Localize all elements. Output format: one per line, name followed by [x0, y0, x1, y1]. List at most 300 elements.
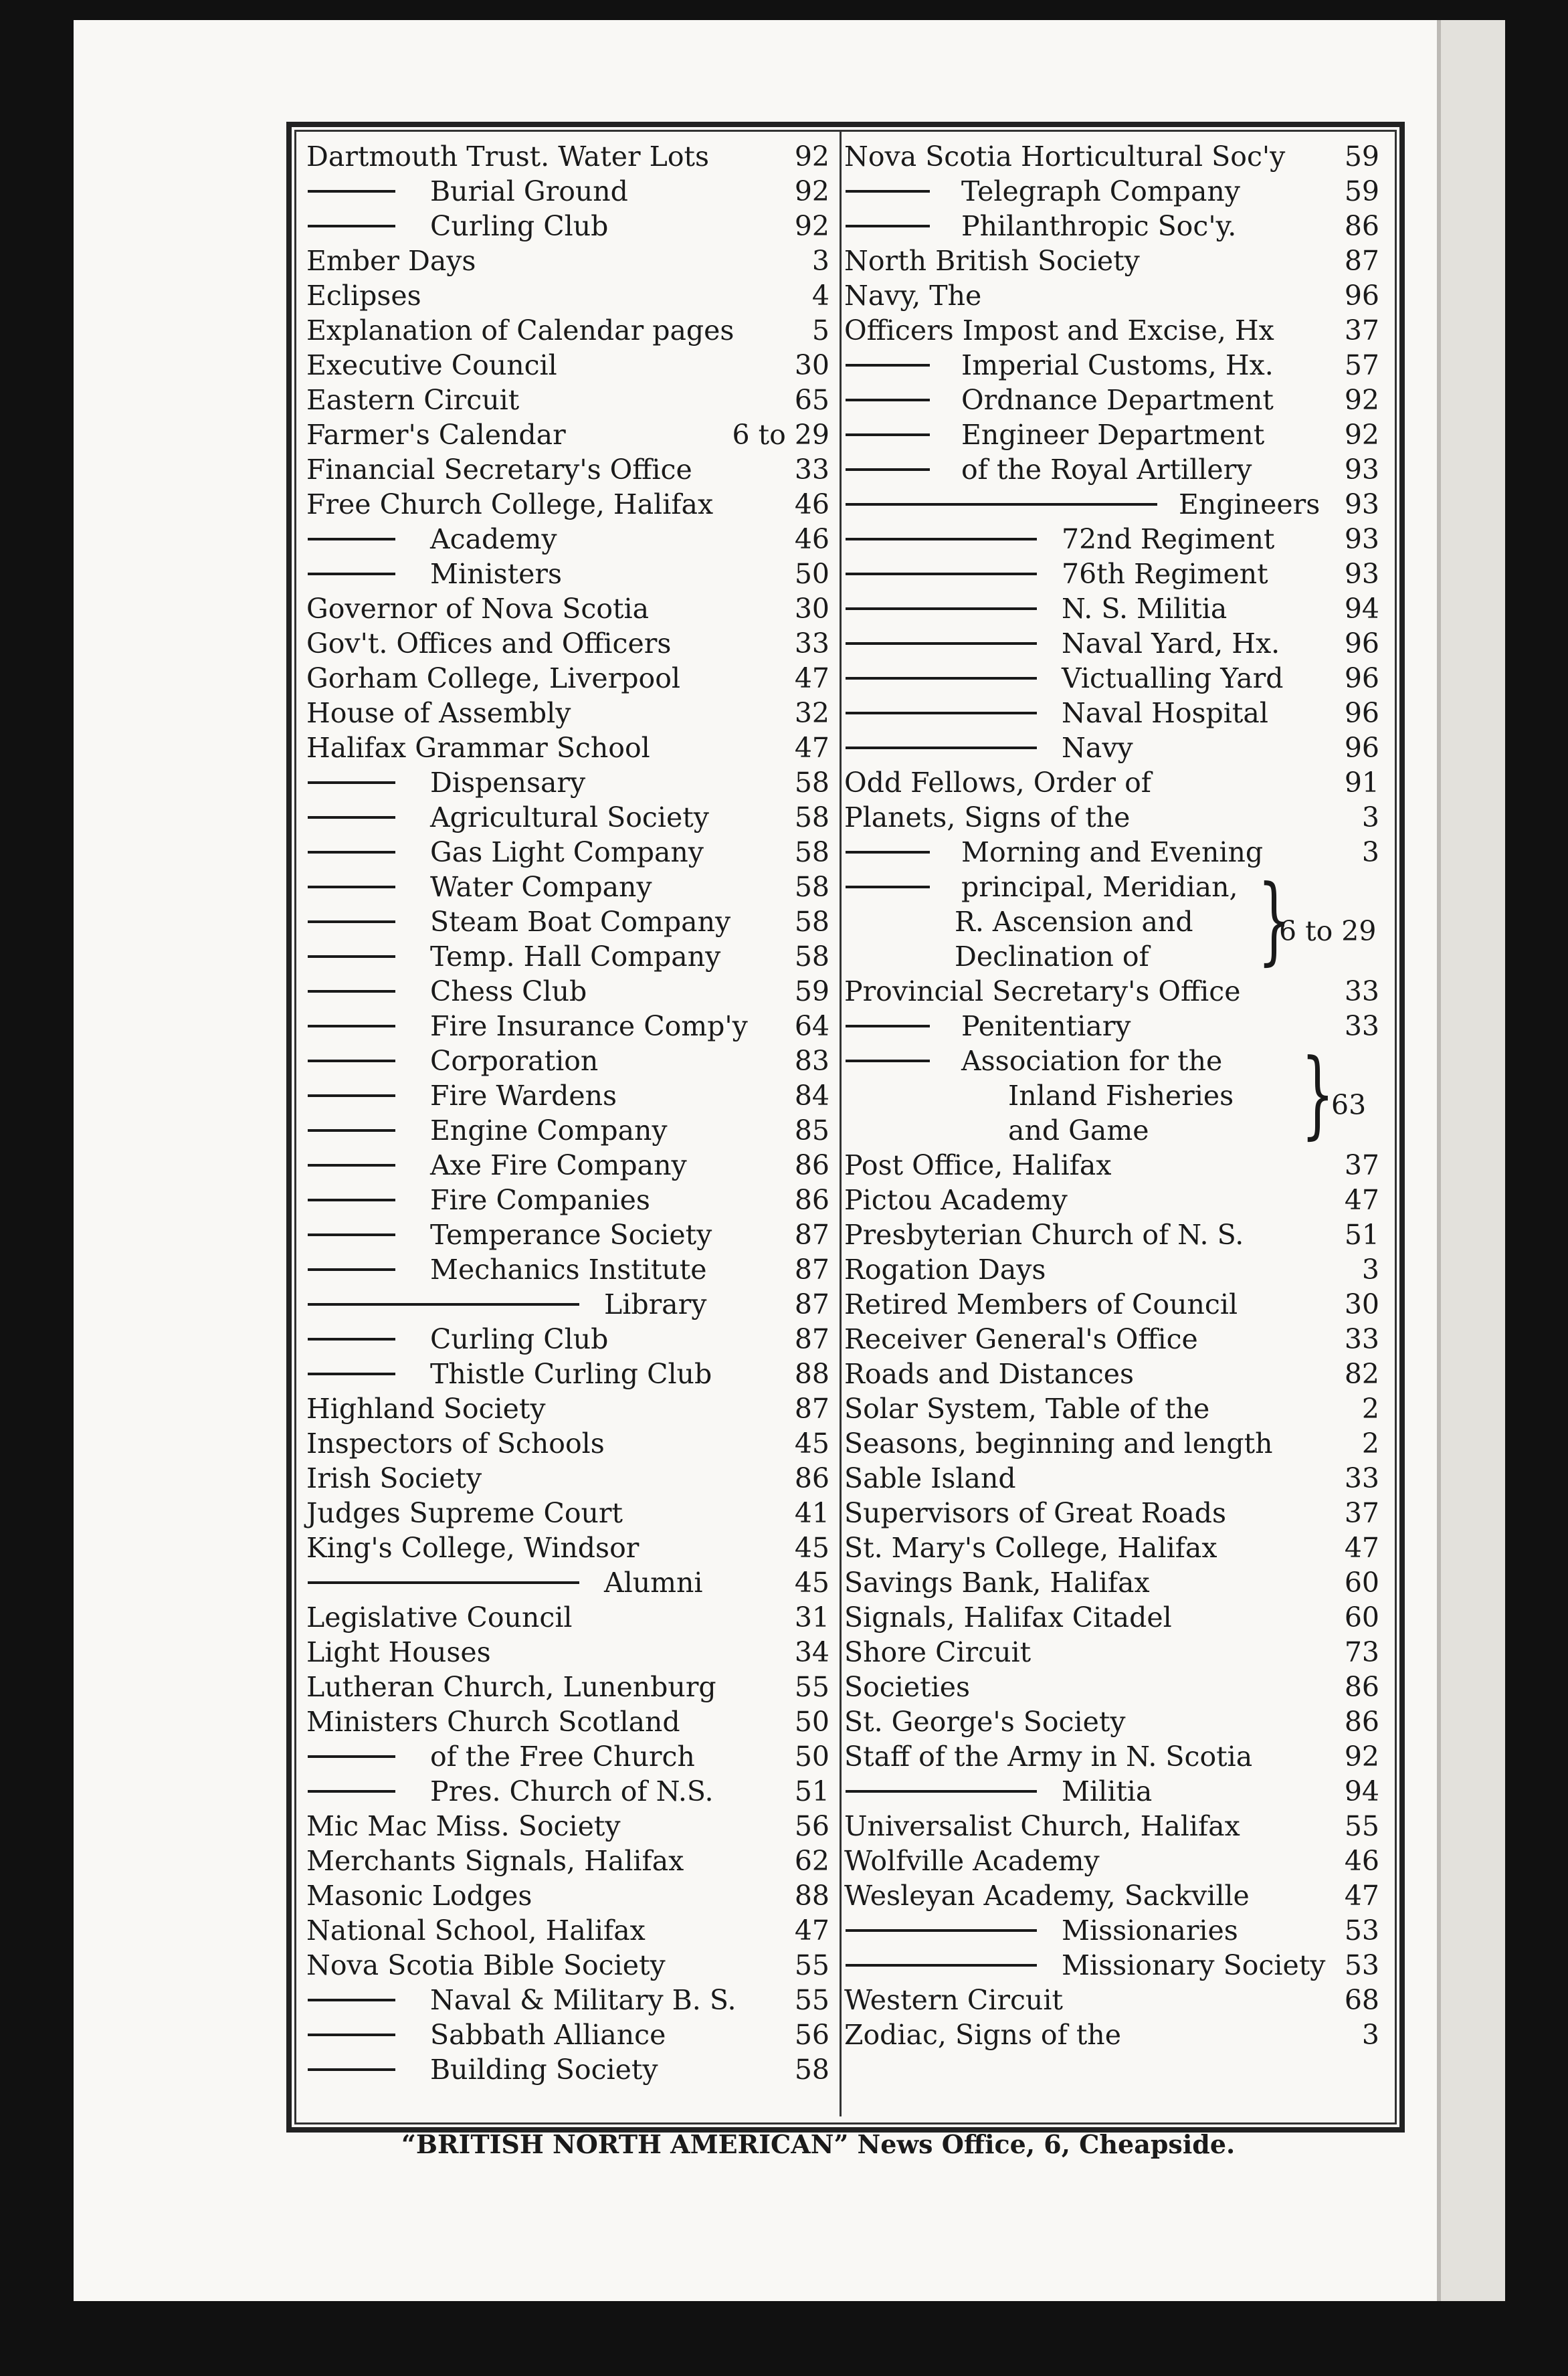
entry-page-number: 84	[794, 1080, 829, 1112]
entry-page-number: 47	[794, 732, 829, 764]
ditto-dash	[308, 1755, 395, 1758]
ditto-dash	[846, 1929, 1037, 1932]
index-entry	[844, 1426, 1379, 1461]
entry-page-number: 57	[1344, 349, 1379, 381]
index-entry	[306, 487, 829, 522]
entry-label: Navy, The	[844, 280, 982, 312]
index-entry	[306, 800, 829, 835]
entry-page-number: 86	[1344, 1706, 1379, 1738]
entry-label: Retired Members of Council	[844, 1288, 1238, 1320]
entry-label: Eclipses	[306, 280, 421, 312]
index-entry	[844, 1391, 1379, 1426]
ditto-dash	[308, 1199, 395, 1201]
entry-label: Nova Scotia Bible Society	[306, 1949, 666, 1981]
entry-label: Naval Hospital	[1062, 697, 1268, 729]
ditto-dash	[846, 712, 1037, 714]
entry-label: Officers Impost and Excise, Hx	[844, 314, 1274, 346]
entry-page-number: 92	[1344, 384, 1379, 416]
index-entry	[844, 696, 1379, 730]
entry-label: Farmer's Calendar	[306, 419, 566, 451]
ditto-dash	[308, 851, 395, 854]
entry-page-number: 2	[1361, 1393, 1379, 1425]
entry-page-number: 3	[1361, 836, 1379, 868]
ditto-dash	[846, 677, 1037, 680]
entry-page-number: 33	[1344, 1323, 1379, 1355]
entry-label: Halifax Grammar School	[306, 732, 650, 764]
entry-page-number: 65	[794, 384, 829, 416]
entry-page-number: 51	[1344, 1219, 1379, 1251]
entry-label: Fire Wardens	[430, 1080, 617, 1112]
index-entry	[306, 243, 829, 278]
entry-page-number: 33	[1344, 1010, 1379, 1042]
entry-label: Post Office, Halifax	[844, 1149, 1112, 1181]
entry-label: Irish Society	[306, 1462, 482, 1494]
index-entry	[306, 1009, 829, 1044]
index-entry	[306, 661, 829, 696]
entry-page-number: 47	[1344, 1184, 1379, 1216]
ditto-dash	[846, 1790, 1037, 1793]
entry-label: Legislative Council	[306, 1601, 573, 1634]
entry-page-number: 87	[794, 1288, 829, 1320]
entry-label: Inland Fisheries	[1008, 1080, 1234, 1112]
entry-page-number: 93	[1344, 454, 1379, 486]
entry-label: 72nd Regiment	[1062, 523, 1275, 555]
index-entry	[844, 1322, 1379, 1357]
entry-page-number: 47	[1344, 1880, 1379, 1912]
entry-label: Judges Supreme Court	[306, 1497, 623, 1529]
entry-label: Morning and Evening	[961, 836, 1264, 868]
entry-label: Engine Company	[430, 1114, 668, 1147]
index-entry	[306, 1704, 829, 1739]
entry-label: Fire Insurance Comp'y	[430, 1010, 748, 1042]
index-entry	[306, 904, 829, 939]
index-entry	[844, 1913, 1379, 1948]
index-entry	[306, 974, 829, 1009]
index-entry	[844, 870, 1379, 904]
ditto-dash	[846, 642, 1037, 645]
entry-page-number: 46	[794, 488, 829, 520]
entry-page-number: 60	[1344, 1601, 1379, 1634]
index-entry	[306, 1322, 829, 1357]
index-entry	[306, 1600, 829, 1635]
entry-page-number: 31	[794, 1601, 829, 1634]
index-entry	[306, 835, 829, 870]
index-entry	[306, 2052, 829, 2087]
entry-page-number: 58	[794, 871, 829, 903]
entry-label: Nova Scotia Horticultural Soc'y	[844, 140, 1286, 173]
entry-label: National School, Halifax	[306, 1914, 646, 1947]
entry-page-number: 68	[1344, 1984, 1379, 2016]
index-entry	[306, 522, 829, 557]
entry-page-number: 94	[1344, 1775, 1379, 1807]
entry-page-number: 92	[794, 210, 829, 242]
entry-label: Thistle Curling Club	[430, 1358, 712, 1390]
ditto-dash	[308, 573, 395, 575]
entry-label: Free Church College, Halifax	[306, 488, 714, 520]
index-entry	[306, 626, 829, 661]
entry-label: Ember Days	[306, 245, 476, 277]
association-brace-page: 63	[1331, 1089, 1367, 1121]
index-entry	[844, 591, 1379, 626]
index-entry	[306, 1461, 829, 1496]
entry-label: Temp. Hall Company	[430, 941, 721, 973]
entry-page-number: 53	[1344, 1949, 1379, 1981]
ditto-dash	[308, 2034, 395, 2036]
ditto-dash	[308, 886, 395, 888]
entry-label: Ministers Church Scotland	[306, 1706, 680, 1738]
entry-label: Engineers	[1179, 488, 1320, 520]
entry-page-number: 58	[794, 941, 829, 973]
entry-label: Association for the	[961, 1045, 1223, 1077]
entry-page-number: 58	[794, 906, 829, 938]
index-entry	[844, 1635, 1379, 1670]
entry-page-number: 86	[1344, 1671, 1379, 1703]
entry-label: Telegraph Company	[961, 175, 1240, 207]
entry-label: Water Company	[430, 871, 652, 903]
index-entry	[844, 835, 1379, 870]
association-brace: }	[1301, 1039, 1335, 1149]
entry-page-number: 64	[794, 1010, 829, 1042]
ditto-dash	[308, 1268, 395, 1271]
index-entry	[844, 1009, 1379, 1044]
index-entry	[306, 139, 829, 174]
entry-page-number: 96	[1344, 627, 1379, 660]
entry-label: and Game	[1008, 1114, 1149, 1147]
ditto-dash	[308, 1129, 395, 1132]
index-entry	[844, 1774, 1379, 1809]
entry-label: Mic Mac Miss. Society	[306, 1810, 621, 1842]
entry-page-number: 33	[794, 454, 829, 486]
entry-label: Sabbath Alliance	[430, 2019, 666, 2051]
index-entry	[306, 417, 829, 452]
index-entry	[306, 1635, 829, 1670]
index-entry	[306, 1530, 829, 1565]
index-entry	[844, 1565, 1379, 1600]
entry-page-number: 46	[1344, 1845, 1379, 1877]
entry-label: Savings Bank, Halifax	[844, 1567, 1150, 1599]
index-entry	[306, 939, 829, 974]
entry-page-number: 56	[794, 1810, 829, 1842]
entry-page-number: 45	[794, 1532, 829, 1564]
entry-label: Signals, Halifax Citadel	[844, 1601, 1172, 1634]
entry-page-number: 86	[794, 1184, 829, 1216]
ditto-dash	[308, 2068, 395, 2071]
index-entry	[306, 1217, 829, 1252]
entry-label: Burial Ground	[430, 175, 628, 207]
entry-label: Library	[604, 1288, 707, 1320]
entry-page-number: 96	[1344, 697, 1379, 729]
index-entry	[306, 209, 829, 243]
index-entry	[306, 1774, 829, 1809]
entry-label: Zodiac, Signs of the	[844, 2019, 1121, 2051]
index-entry	[306, 1948, 829, 1983]
ditto-dash	[308, 1999, 395, 2001]
entry-label: Presbyterian Church of N. S.	[844, 1219, 1244, 1251]
entry-page-number: 45	[794, 1567, 829, 1599]
entry-page-number: 59	[794, 975, 829, 1007]
entry-page-number: 87	[794, 1219, 829, 1251]
entry-label: Naval Yard, Hx.	[1062, 627, 1280, 660]
entry-label: Executive Council	[306, 349, 557, 381]
entry-page-number: 86	[1344, 210, 1379, 242]
entry-page-number: 86	[794, 1149, 829, 1181]
ditto-dash	[846, 1964, 1037, 1967]
index-entry	[844, 1670, 1379, 1704]
entry-label: Societies	[844, 1671, 971, 1703]
entry-page-number: 82	[1344, 1358, 1379, 1390]
entry-label: Gov't. Offices and Officers	[306, 627, 672, 660]
entry-label: Planets, Signs of the	[844, 801, 1131, 833]
ditto-dash	[308, 1060, 395, 1062]
entry-page-number: 30	[794, 349, 829, 381]
ditto-dash	[308, 1025, 395, 1027]
entry-page-number: 30	[794, 593, 829, 625]
entry-page-number: 5	[811, 314, 829, 346]
index-entry	[306, 1183, 829, 1217]
entry-label: Building Society	[430, 2054, 658, 2086]
entry-label: Steam Boat Company	[430, 906, 731, 938]
entry-label: Gorham College, Liverpool	[306, 662, 681, 694]
index-entry	[306, 1809, 829, 1844]
ditto-dash	[846, 225, 930, 227]
index-entry	[306, 557, 829, 591]
entry-label: Corporation	[430, 1045, 599, 1077]
entry-label: Staff of the Army in N. Scotia	[844, 1741, 1253, 1773]
entry-page-number: 33	[1344, 1462, 1379, 1494]
ditto-dash	[308, 1581, 579, 1584]
index-entry	[844, 661, 1379, 696]
index-entry	[844, 1739, 1379, 1774]
index-entry	[844, 1496, 1379, 1530]
index-entry	[306, 313, 829, 348]
entry-page-number: 34	[794, 1636, 829, 1668]
entry-page-number: 86	[794, 1462, 829, 1494]
entry-label: Universalist Church, Halifax	[844, 1810, 1240, 1842]
entry-page-number: 93	[1344, 523, 1379, 555]
index-entry	[844, 1844, 1379, 1878]
index-entry	[844, 1983, 1379, 2017]
index-entry	[844, 1704, 1379, 1739]
entry-label: Curling Club	[430, 210, 609, 242]
entry-page-number: 30	[1344, 1288, 1379, 1320]
entry-label: Penitentiary	[961, 1010, 1131, 1042]
index-left-column	[306, 139, 829, 2087]
entry-label: North British Society	[844, 245, 1140, 277]
entry-page-number: 83	[794, 1045, 829, 1077]
index-entry	[306, 1496, 829, 1530]
index-entry	[306, 452, 829, 487]
entry-label: Dispensary	[430, 767, 586, 799]
entry-page-number: 96	[1344, 662, 1379, 694]
index-entry	[306, 1565, 829, 1600]
index-entry	[844, 1357, 1379, 1391]
index-entry	[844, 1530, 1379, 1565]
entry-label: Provincial Secretary's Office	[844, 975, 1241, 1007]
entry-page-number: 46	[794, 523, 829, 555]
entry-page-number: 60	[1344, 1567, 1379, 1599]
entry-page-number: 59	[1344, 140, 1379, 173]
entry-label: Solar System, Table of the	[844, 1393, 1210, 1425]
entry-page-number: 53	[1344, 1914, 1379, 1947]
index-entry	[844, 417, 1379, 452]
ditto-dash	[308, 1303, 579, 1306]
index-entry	[844, 313, 1379, 348]
entry-label: Philanthropic Soc'y.	[961, 210, 1237, 242]
index-entry	[844, 1217, 1379, 1252]
entry-page-number: 50	[794, 1706, 829, 1738]
ditto-dash	[846, 851, 930, 854]
entry-label: St. George's Society	[844, 1706, 1126, 1738]
entry-page-number: 45	[794, 1427, 829, 1460]
entry-page-number: 94	[1344, 593, 1379, 625]
entry-page-number: 37	[1344, 314, 1379, 346]
entry-page-number: 47	[794, 662, 829, 694]
index-entry	[844, 174, 1379, 209]
index-entry	[306, 1357, 829, 1391]
entry-page-number: 59	[1344, 175, 1379, 207]
entry-page-number: 55	[794, 1671, 829, 1703]
index-entry	[306, 1078, 829, 1113]
entry-label: Supervisors of Great Roads	[844, 1497, 1227, 1529]
entry-label: Highland Society	[306, 1393, 546, 1425]
ditto-dash	[308, 1164, 395, 1167]
index-entry	[306, 1252, 829, 1287]
ditto-dash	[846, 364, 930, 367]
entry-label: Roads and Distances	[844, 1358, 1135, 1390]
entry-page-number: 47	[1344, 1532, 1379, 1564]
index-entry	[844, 1113, 1379, 1148]
entry-label: Missionaries	[1062, 1914, 1238, 1947]
entry-label: Light Houses	[306, 1636, 491, 1668]
entry-label: Academy	[430, 523, 557, 555]
index-entry	[844, 2017, 1379, 2052]
entry-page-number: 91	[1344, 767, 1379, 799]
entry-page-number: 88	[794, 1880, 829, 1912]
index-entry	[306, 765, 829, 800]
ditto-dash	[308, 225, 395, 227]
ditto-dash	[308, 781, 395, 784]
planets-brace: }	[1258, 865, 1291, 975]
ditto-dash	[308, 955, 395, 958]
index-entry	[306, 383, 829, 417]
index-entry	[306, 870, 829, 904]
entry-label: Pictou Academy	[844, 1184, 1068, 1216]
entry-page-number: 87	[794, 1323, 829, 1355]
index-entry	[844, 383, 1379, 417]
entry-label: Alumni	[604, 1567, 703, 1599]
entry-label: Seasons, beginning and length	[844, 1427, 1273, 1460]
entry-page-number: 73	[1344, 1636, 1379, 1668]
entry-label: R. Ascension and	[955, 906, 1193, 938]
index-entry	[844, 800, 1379, 835]
index-entry	[844, 1252, 1379, 1287]
entry-page-number: 87	[1344, 245, 1379, 277]
entry-page-number: 92	[794, 140, 829, 173]
entry-page-number: 33	[794, 627, 829, 660]
entry-label: Merchants Signals, Halifax	[306, 1845, 684, 1877]
ditto-dash	[846, 607, 1037, 610]
index-entry	[306, 1148, 829, 1183]
index-entry	[306, 2017, 829, 2052]
entry-label: Engineer Department	[961, 419, 1265, 451]
entry-page-number: 55	[794, 1949, 829, 1981]
entry-page-number: 92	[1344, 1741, 1379, 1773]
ditto-dash	[846, 399, 930, 401]
index-entry	[844, 1600, 1379, 1635]
entry-label: Navy	[1062, 732, 1133, 764]
entry-label: Inspectors of Schools	[306, 1427, 605, 1460]
entry-page-number: 3	[811, 245, 829, 277]
entry-page-number: 96	[1344, 732, 1379, 764]
index-entry	[844, 974, 1379, 1009]
index-entry	[844, 1878, 1379, 1913]
entry-page-number: 87	[794, 1393, 829, 1425]
entry-page-number: 6 to 29	[732, 419, 829, 451]
index-entry	[306, 1391, 829, 1426]
entry-label: 76th Regiment	[1062, 558, 1268, 590]
entry-label: Rogation Days	[844, 1254, 1046, 1286]
entry-page-number: 58	[794, 767, 829, 799]
entry-label: Chess Club	[430, 975, 587, 1007]
index-entry	[306, 1913, 829, 1948]
publisher-footer: “BRITISH NORTH AMERICAN” News Office, 6, Cheapside.	[401, 2129, 1236, 2159]
entry-label: Sable Island	[844, 1462, 1016, 1494]
entry-label: Shore Circuit	[844, 1636, 1032, 1668]
entry-label: Ministers	[430, 558, 563, 590]
entry-label: Financial Secretary's Office	[306, 454, 692, 486]
entry-label: Governor of Nova Scotia	[306, 593, 650, 625]
entry-label: St. Mary's College, Halifax	[844, 1532, 1217, 1564]
entry-page-number: 58	[794, 2054, 829, 2086]
index-entry	[844, 765, 1379, 800]
entry-label: principal, Meridian,	[961, 871, 1238, 903]
index-entry	[844, 730, 1379, 765]
entry-label: House of Assembly	[306, 697, 571, 729]
entry-page-number: 56	[794, 2019, 829, 2051]
ditto-dash	[846, 573, 1037, 575]
index-entry	[844, 1948, 1379, 1983]
index-entry	[306, 1287, 829, 1322]
entry-label: Militia	[1062, 1775, 1153, 1807]
index-entry	[306, 1113, 829, 1148]
entry-label: Western Circuit	[844, 1984, 1063, 2016]
entry-label: Wolfville Academy	[844, 1845, 1100, 1877]
entry-label: Axe Fire Company	[430, 1149, 687, 1181]
ditto-dash	[846, 468, 930, 471]
index-entry	[306, 174, 829, 209]
entry-page-number: 3	[1361, 1254, 1379, 1286]
index-right-column	[844, 139, 1379, 2052]
entry-page-number: 58	[794, 801, 829, 833]
entry-page-number: 3	[1361, 2019, 1379, 2051]
entry-page-number: 2	[1361, 1427, 1379, 1460]
ditto-dash	[308, 1094, 395, 1097]
ditto-dash	[308, 1373, 395, 1375]
index-entry	[306, 278, 829, 313]
index-entry	[844, 278, 1379, 313]
entry-page-number: 3	[1361, 801, 1379, 833]
entry-label: Explanation of Calendar pages	[306, 314, 734, 346]
column-divider	[840, 131, 842, 2116]
entry-label: Receiver General's Office	[844, 1323, 1198, 1355]
index-entry	[844, 626, 1379, 661]
entry-label: Pres. Church of N.S.	[430, 1775, 714, 1807]
entry-page-number: 96	[1344, 280, 1379, 312]
entry-page-number: 85	[794, 1114, 829, 1147]
entry-label: N. S. Militia	[1062, 593, 1228, 625]
entry-label: Victualling Yard	[1062, 662, 1284, 694]
index-entry	[306, 696, 829, 730]
